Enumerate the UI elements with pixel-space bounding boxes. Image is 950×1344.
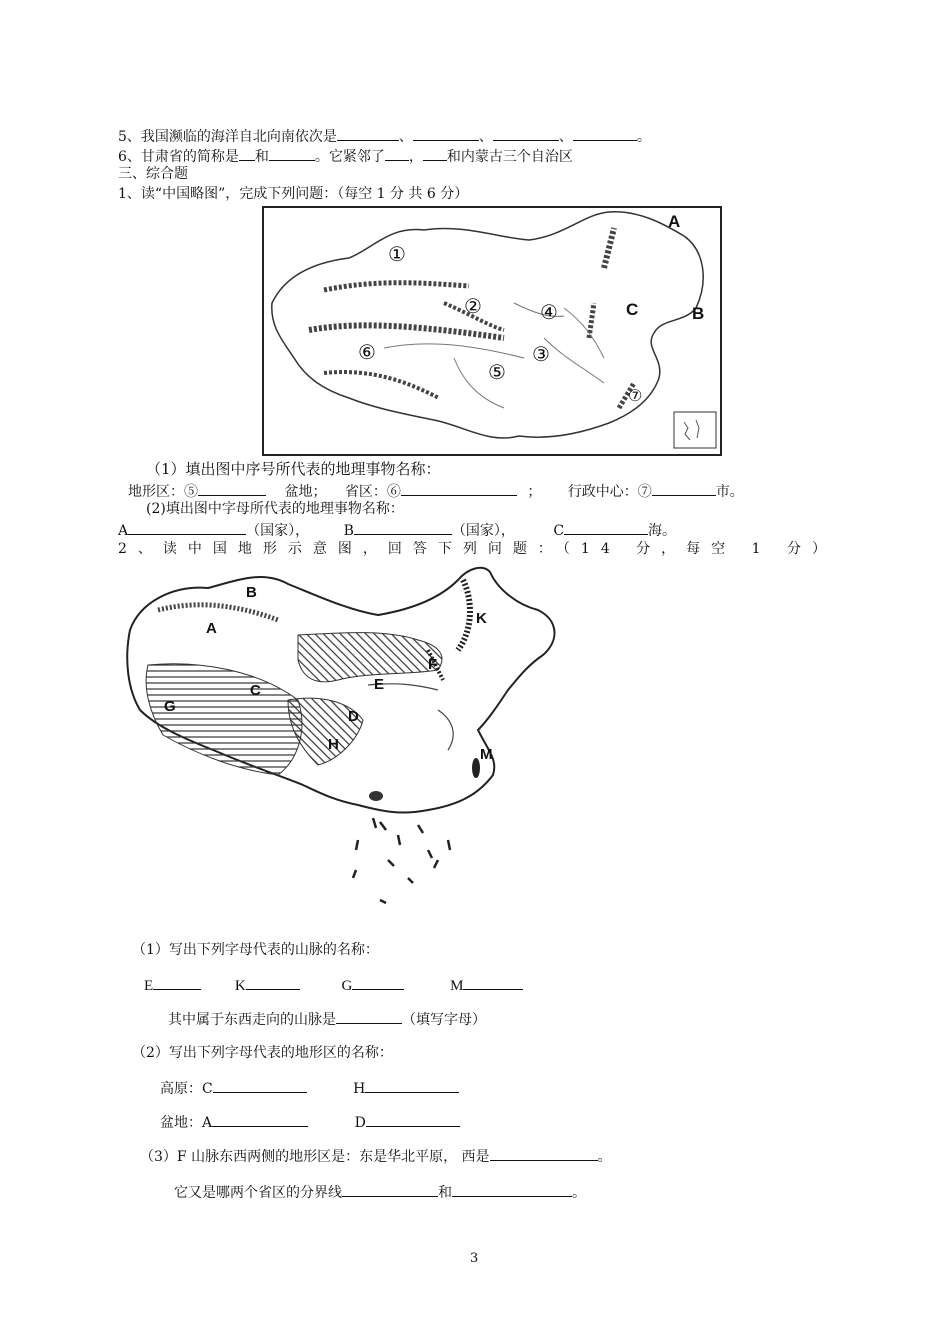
part1-sub2-title: (2)填出图中字母所代表的地理事物名称： <box>146 501 404 517</box>
answer-blank[interactable] <box>365 1078 459 1093</box>
part2-q2-title: （2）写出下列字母代表的地形区的名称： <box>132 1045 393 1061</box>
question-5: 5、我国濒临的海洋自北向南依次是 、 、 、 。 <box>118 126 651 146</box>
part2-title: 2、读中国地形示意图，回答下列问题：（14 分，每空 1 分） <box>118 541 837 557</box>
map2-label-K: K <box>476 610 487 627</box>
part2-q1-title: （1）写出下列字母代表的山脉的名称： <box>132 942 379 958</box>
answer-blank[interactable] <box>352 975 404 990</box>
map2-label-G: G <box>164 698 176 715</box>
map1-label-2: ② <box>464 294 482 318</box>
part1-title: 1、读“中国略图”，完成下列问题：（每空 1 分 共 6 分） <box>118 186 469 202</box>
answer-blank[interactable] <box>213 1078 307 1093</box>
page-number: 3 <box>470 1251 479 1266</box>
map2-label-B: B <box>246 584 257 601</box>
answer-blank[interactable] <box>354 520 452 535</box>
part1-sub1-title: （1）填出图中序号所代表的地理事物名称： <box>146 460 441 478</box>
map2-label-F: F <box>428 656 438 673</box>
map1-label-B: B <box>692 304 705 323</box>
map2-label-E: E <box>374 676 385 693</box>
part2-q3-line2: 它又是哪两个省区的分界线 和 。 <box>174 1182 586 1202</box>
answer-blank[interactable] <box>336 1009 402 1024</box>
answer-blank[interactable] <box>212 1112 308 1127</box>
answer-blank[interactable] <box>366 1112 460 1127</box>
part2-q3-line: （3）F 山脉东西两侧的地形区是：东是华北平原， 西是 。 <box>140 1146 612 1166</box>
map2-label-C: C <box>250 682 261 699</box>
part2-q1-blanks: E K G M <box>144 975 523 995</box>
answer-blank[interactable] <box>239 146 255 161</box>
answer-blank[interactable] <box>452 1182 572 1197</box>
part1-sub2-line: A （国家）， B （国家）， C 海。 <box>118 520 676 540</box>
part1-sub1-line: 地形区：⑤ 盆地； 省区：⑥ ； 行政中心：⑦ 市。 <box>128 481 744 501</box>
map1-label-C: C <box>626 300 639 319</box>
china-map-2-drawing <box>118 560 566 908</box>
answer-blank[interactable] <box>564 520 648 535</box>
part2-q2-basin: 盆地：A D <box>160 1112 460 1132</box>
answer-blank[interactable] <box>198 481 266 496</box>
map2-label-A: A <box>206 620 217 637</box>
answer-blank[interactable] <box>269 146 315 161</box>
map1-label-1: ① <box>388 242 406 266</box>
answer-blank[interactable] <box>337 126 399 141</box>
china-terrain-map <box>118 560 566 908</box>
answer-blank[interactable] <box>401 481 517 496</box>
answer-blank[interactable] <box>423 146 447 161</box>
china-sketch-map <box>262 206 722 456</box>
map1-label-6: ⑥ <box>358 340 376 364</box>
china-map-1-drawing <box>264 208 720 454</box>
map1-label-3: ③ <box>532 342 550 366</box>
map1-label-A: A <box>668 212 681 231</box>
answer-blank[interactable] <box>342 1182 438 1197</box>
answer-blank[interactable] <box>652 481 716 496</box>
part2-q1-note: 其中属于东西走向的山脉是 （填写字母） <box>168 1009 486 1029</box>
answer-blank[interactable] <box>153 975 201 990</box>
answer-blank[interactable] <box>385 146 409 161</box>
answer-blank[interactable] <box>573 126 637 141</box>
map1-label-7: ⑦ <box>628 386 643 405</box>
answer-blank[interactable] <box>246 975 300 990</box>
section-title: 三、综合题 <box>118 166 188 182</box>
map1-label-5: ⑤ <box>488 360 506 384</box>
answer-blank[interactable] <box>128 520 246 535</box>
answer-blank[interactable] <box>490 1146 598 1161</box>
answer-blank[interactable] <box>413 126 479 141</box>
answer-blank[interactable] <box>463 975 523 990</box>
map1-label-4: ④ <box>540 300 558 324</box>
question-6: 6、甘肃省的简称是 和 。它紧邻了 ， 和内蒙古三个自治区 <box>118 146 573 166</box>
map2-label-D: D <box>348 708 359 725</box>
map2-label-M: M <box>480 746 493 763</box>
answer-blank[interactable] <box>493 126 559 141</box>
part2-q2-plateau: 高原：C H <box>160 1078 459 1098</box>
map2-label-H: H <box>328 736 339 753</box>
